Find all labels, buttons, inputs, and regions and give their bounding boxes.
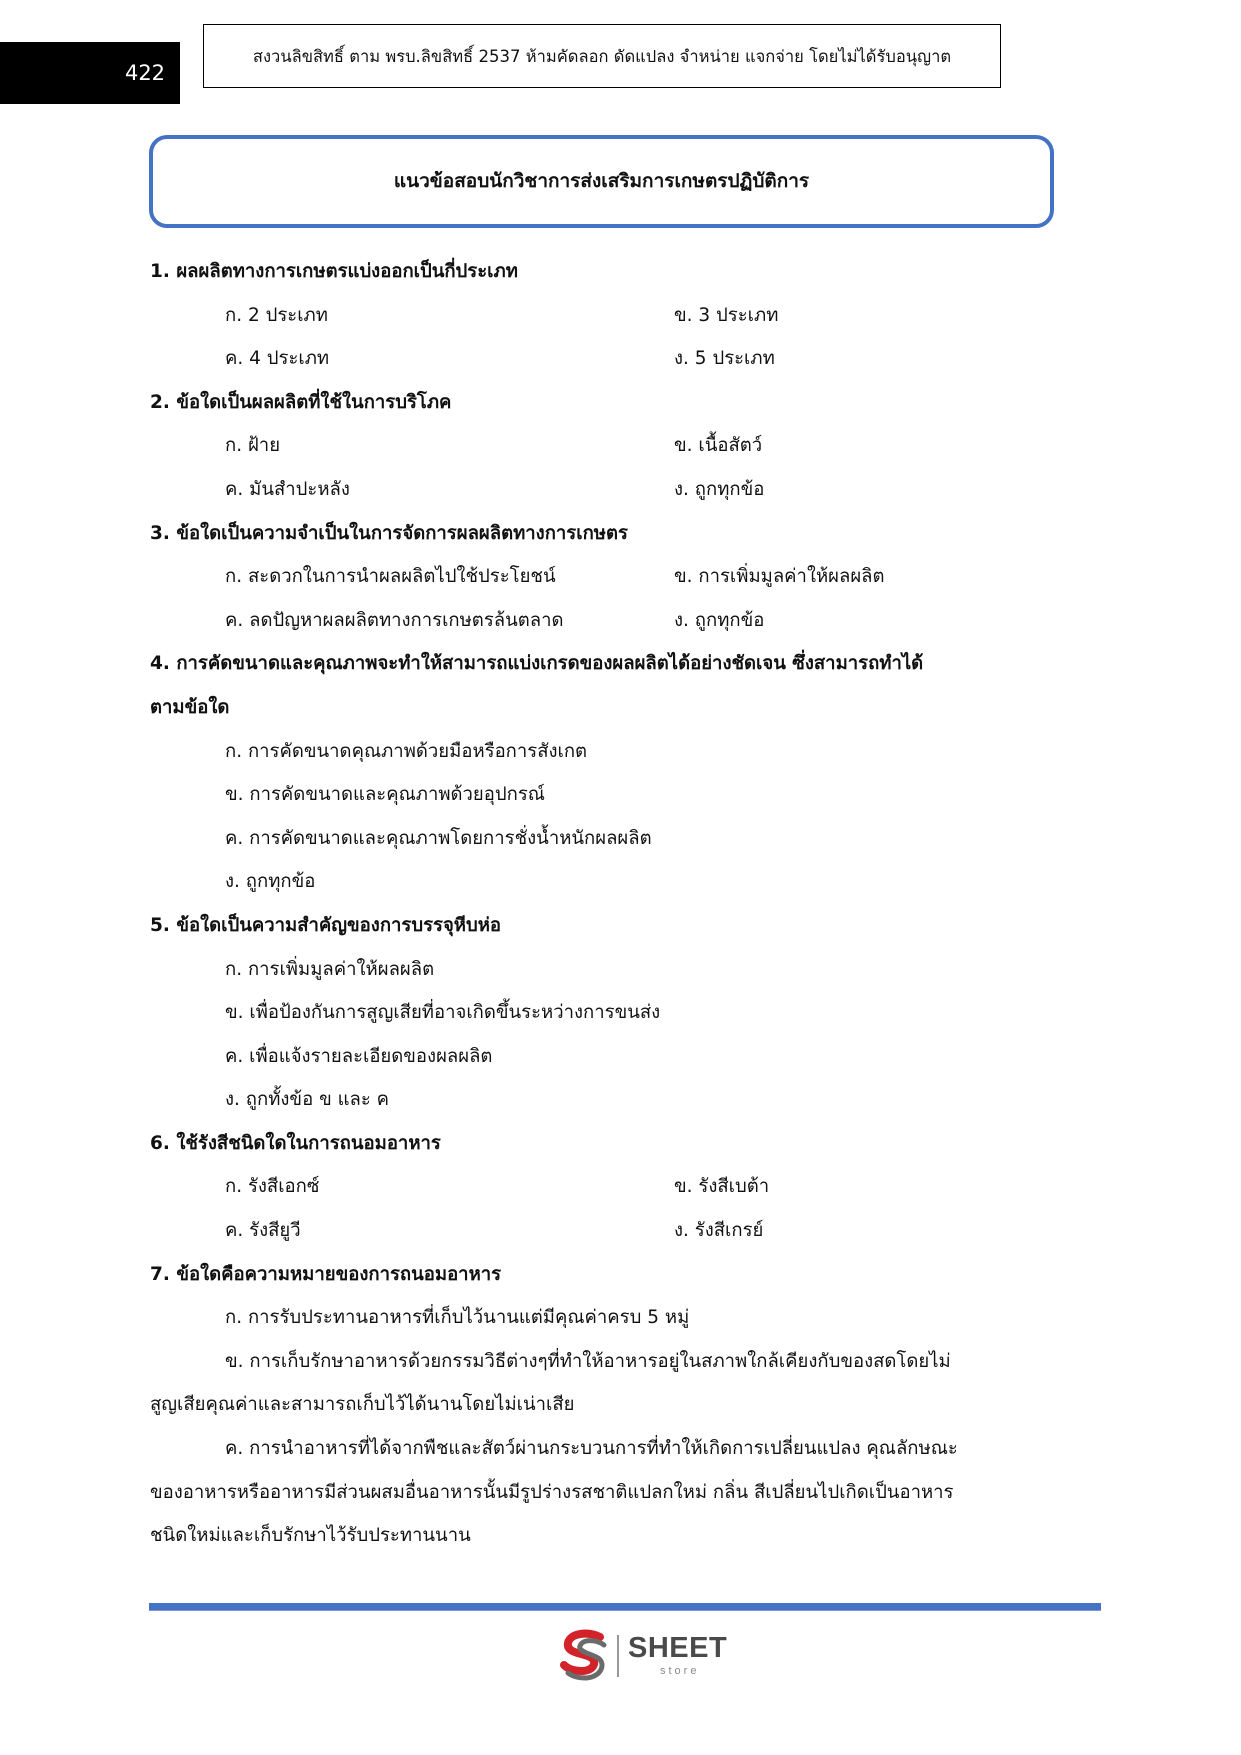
question-7: 7. ข้อใดคือความหมายของการถนอมอาหาร	[150, 1263, 502, 1285]
page-number: 422	[124, 61, 166, 85]
question-4-line-2: ตามข้อใด	[150, 696, 230, 718]
q3-option-b: ข. การเพิ่มมูลค่าให้ผลผลิต	[674, 566, 885, 588]
q6-option-a: ก. รังสีเอกซ์	[225, 1176, 320, 1198]
q2-options-row-1	[150, 424, 1080, 468]
q6-options-row-2	[150, 1209, 1080, 1253]
q5-option-d: ง. ถูกทั้งข้อ ข และ ค	[225, 1089, 390, 1111]
q1-option-c: ค. 4 ประเภท	[225, 348, 330, 370]
question-5: 5. ข้อใดเป็นความสำคัญของการบรรจุหีบห่อ	[150, 914, 502, 936]
q4-option-b: ข. การคัดขนาดและคุณภาพด้วยอุปกรณ์	[225, 784, 545, 806]
footer-divider	[149, 1603, 1101, 1610]
q1-option-b: ข. 3 ประเภท	[674, 304, 779, 326]
q5-option-a: ก. การเพิ่มมูลค่าให้ผลผลิต	[225, 958, 435, 980]
q2-option-a: ก. ฝ้าย	[225, 435, 281, 457]
question-4-line-1: 4. การคัดขนาดและคุณภาพจะทำให้สามารถแบ่งเกรดของผลผลิตได้อย่างชัดเจน ซึ่งสามารถทำได้	[150, 653, 924, 675]
q7-option-c-line-2: ของอาหารหรืออาหารมีส่วนผสมอื่นอาหารนั้นมีรูปร่างรสชาติแปลกใหม่ กลิ่น สีเปลี่ยนไปเกิดเป็นอาหาร	[150, 1481, 954, 1503]
page-title: แนวข้อสอบนักวิชาการส่งเสริมการเกษตรปฏิบัติการ	[149, 135, 1054, 228]
q4-option-a: ก. การคัดขนาดคุณภาพด้วยมือหรือการสังเกต	[225, 740, 588, 762]
q5-option-c: ค. เพื่อแจ้งรายละเอียดของผลผลิต	[225, 1045, 493, 1067]
q3-option-c: ค. ลดปัญหาผลผลิตทางการเกษตรล้นตลาด	[225, 609, 564, 631]
exam-questions	[150, 250, 1080, 1558]
q5-option-b: ข. เพื่อป้องกันการสูญเสียที่อาจเกิดขึ้นระหว่างการขนส่ง	[225, 1002, 661, 1024]
q6-options-row-1	[150, 1165, 1080, 1209]
q3-options-row-1	[150, 555, 1080, 599]
q4-option-c: ค. การคัดขนาดและคุณภาพโดยการชั่งน้ำหนักผลผลิต	[225, 827, 652, 849]
q1-options-row-1	[150, 294, 1080, 338]
q3-options-row-2	[150, 599, 1080, 643]
q6-option-d: ง. รังสีเกรย์	[674, 1220, 764, 1242]
q6-option-b: ข. รังสีเบต้า	[674, 1176, 770, 1198]
q4-option-d: ง. ถูกทุกข้อ	[225, 871, 316, 893]
q3-option-a: ก. สะดวกในการนำผลผลิตไปใช้ประโยชน์	[225, 566, 556, 588]
q7-option-c-line-3: ชนิดใหม่และเก็บรักษาไว้รับประทานนาน	[150, 1525, 471, 1547]
logo-wordmark: SHEET	[628, 1632, 728, 1664]
q1-options-row-2	[150, 337, 1080, 381]
q7-option-b-line-2: สูญเสียคุณค่าและสามารถเก็บไว้ได้นานโดยไม่เน่าเสีย	[150, 1394, 575, 1416]
q2-option-b: ข. เนื้อสัตว์	[674, 435, 763, 457]
copyright-notice: สงวนลิขสิทธิ์ ตาม พรบ.ลิขสิทธิ์ 2537 ห้ามคัดลอก ดัดแปลง จำหน่าย แจกจ่าย โดยไม่ได้รับอนุญาต	[203, 24, 1001, 88]
question-2: 2. ข้อใดเป็นผลผลิตที่ใช้ในการบริโภค	[150, 391, 452, 413]
page-number-block	[0, 42, 180, 104]
q7-option-c-line-1: ค. การนำอาหารที่ได้จากพืชและสัตว์ผ่านกระบวนการที่ทำให้เกิดการเปลี่ยนแปลง คุณลักษณะ	[225, 1438, 958, 1460]
q1-option-d: ง. 5 ประเภท	[674, 348, 775, 370]
q1-option-a: ก. 2 ประเภท	[225, 304, 328, 326]
q6-option-c: ค. รังสียูวี	[225, 1220, 301, 1242]
question-3: 3. ข้อใดเป็นความจำเป็นในการจัดการผลผลิตทางการเกษตร	[150, 522, 628, 544]
question-6: 6. ใช้รังสีชนิดใดในการถนอมอาหาร	[150, 1132, 441, 1154]
q2-options-row-2	[150, 468, 1080, 512]
q2-option-d: ง. ถูกทุกข้อ	[674, 478, 765, 500]
q3-option-d: ง. ถูกทุกข้อ	[674, 609, 765, 631]
q7-option-a: ก. การรับประทานอาหารที่เก็บไว้นานแต่มีคุณค่าครบ 5 หมู่	[225, 1307, 690, 1329]
question-1: 1. ผลผลิตทางการเกษตรแบ่งออกเป็นกี่ประเภท	[150, 261, 518, 282]
logo-subtext: store	[660, 1665, 700, 1677]
q7-option-b-line-1: ข. การเก็บรักษาอาหารด้วยกรรมวิธีต่างๆที่ทำให้อาหารอยู่ในสภาพใกล้เคียงกับของสดโดยไม่	[225, 1350, 951, 1372]
q2-option-c: ค. มันสำปะหลัง	[225, 478, 350, 500]
